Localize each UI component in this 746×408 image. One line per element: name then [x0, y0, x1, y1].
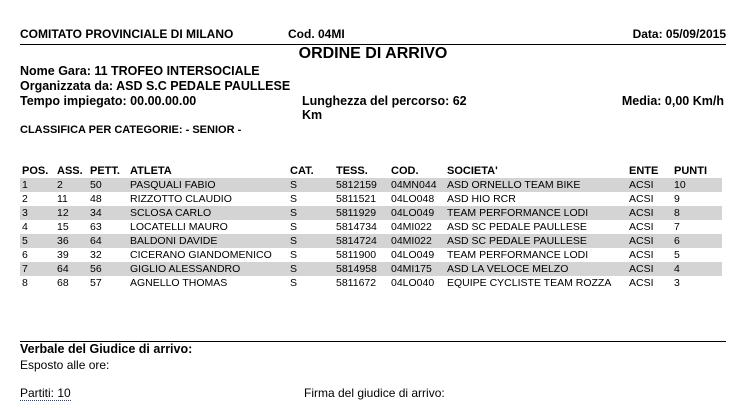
cell-position: 6 [22, 249, 28, 261]
cell-club: ASD ORNELLO TEAM BIKE [445, 178, 627, 192]
cell-bib: 48 [90, 193, 102, 205]
results-header-row [20, 163, 722, 178]
cell-club-code: 04LO040 [391, 277, 435, 289]
cell-club: ASD SC PEDALE PAULLESE [447, 221, 587, 233]
cell-license: 5811672 [336, 277, 377, 289]
cell-points: 9 [674, 193, 680, 205]
table-row [20, 178, 722, 192]
cell-body: ACSI [629, 277, 654, 289]
cell-bib: 63 [90, 221, 102, 233]
cell-athlete: GIGLIO ALESSANDRO [128, 262, 288, 276]
race-organizer: Organizzata da: ASD S.C PEDALE PAULLESE [20, 79, 291, 93]
cell-position: 7 [20, 262, 55, 276]
cell-position: 1 [20, 178, 55, 192]
cell-athlete: LOCATELLI MAURO [130, 221, 228, 233]
document-date: Data: 05/09/2015 [632, 27, 726, 41]
cell-category: S [290, 193, 298, 205]
posted-at-label: Esposto alle ore: [20, 358, 110, 372]
cell-license: 5814734 [336, 221, 377, 233]
cell-points: 4 [672, 262, 722, 276]
race-length-unit: Km [302, 108, 323, 122]
cell-club-code: 04LO048 [391, 193, 435, 205]
cell-athlete: SCLOSA CARLO [128, 206, 288, 220]
cell-license: 5812159 [334, 178, 389, 192]
cell-license: 5811900 [336, 249, 377, 261]
race-length: Lunghezza del percorso: 62 [302, 94, 467, 108]
cell-assoluto: 36 [55, 234, 88, 248]
cell-category: S [290, 277, 298, 289]
cell-bib: 32 [90, 249, 102, 261]
cell-body: ACSI [629, 221, 654, 233]
column-header: ENTE [629, 164, 659, 177]
cell-license: 5811521 [336, 193, 377, 205]
cell-assoluto: 12 [55, 206, 88, 220]
cell-position: 2 [22, 193, 28, 205]
table-row [20, 234, 722, 248]
cell-points: 3 [674, 277, 680, 289]
cell-athlete: CICERANO GIANDOMENICO [130, 249, 272, 261]
cell-category: S [288, 234, 334, 248]
cell-club: EQUIPE CYCLISTE TEAM ROZZA [447, 277, 612, 289]
cell-assoluto: 39 [57, 249, 69, 261]
cell-club-code: 04MI022 [391, 221, 432, 233]
column-header: SOCIETA' [447, 164, 498, 177]
cell-position: 3 [20, 206, 55, 220]
cell-club-code: 04MI175 [389, 262, 445, 276]
cell-athlete: AGNELLO THOMAS [130, 277, 228, 289]
cell-club: ASD LA VELOCE MELZO [445, 262, 627, 276]
cell-position: 4 [22, 221, 28, 233]
cell-body: ACSI [629, 249, 654, 261]
cell-bib: 56 [88, 262, 128, 276]
column-header: PETT. [90, 164, 120, 177]
judge-report-label: Verbale del Giudice di arrivo: [20, 342, 193, 356]
cell-points: 8 [672, 206, 722, 220]
cell-points: 5 [674, 249, 680, 261]
cell-assoluto: 15 [57, 221, 69, 233]
cell-position: 5 [20, 234, 55, 248]
cell-athlete: RIZZOTTO CLAUDIO [130, 193, 232, 205]
column-header: TESS. [336, 164, 368, 177]
ranking-category: CLASSIFICA PER CATEGORIE: - SENIOR - [20, 124, 242, 136]
column-header: ASS. [57, 164, 83, 177]
table-row [20, 276, 722, 290]
judge-signature-label: Firma del giudice di arrivo: [304, 386, 445, 400]
race-time: Tempo impiegato: 00.00.00.00 [20, 94, 197, 108]
table-row [20, 206, 722, 220]
cell-club-code: 04LO049 [389, 206, 445, 220]
cell-assoluto: 68 [57, 277, 69, 289]
cell-club: TEAM PERFORMANCE LODI [445, 206, 627, 220]
cell-assoluto: 2 [55, 178, 88, 192]
document-header [20, 27, 726, 43]
cell-bib: 57 [90, 277, 102, 289]
column-header: CAT. [290, 164, 314, 177]
column-header: COD. [391, 164, 419, 177]
cell-athlete: BALDONI DAVIDE [128, 234, 288, 248]
page-title: ORDINE DI ARRIVO [298, 45, 448, 62]
cell-club: ASD SC PEDALE PAULLESE [445, 234, 627, 248]
cell-assoluto: 64 [55, 262, 88, 276]
committee-name: COMITATO PROVINCIALE DI MILANO [20, 27, 234, 41]
results-body [20, 178, 722, 290]
cell-club: ASD HIO RCR [447, 193, 516, 205]
cell-category: S [288, 206, 334, 220]
cell-license: 5814958 [334, 262, 389, 276]
cell-body: ACSI [627, 206, 672, 220]
cell-category: S [290, 221, 298, 233]
column-header: ATLETA [130, 164, 172, 177]
cell-bib: 64 [88, 234, 128, 248]
cell-body: ACSI [627, 234, 672, 248]
table-row [20, 248, 722, 262]
table-row [20, 220, 722, 234]
cell-athlete: PASQUALI FABIO [128, 178, 288, 192]
cell-category: S [290, 249, 298, 261]
cell-points: 7 [674, 221, 680, 233]
cell-body: ACSI [627, 262, 672, 276]
cell-club: TEAM PERFORMANCE LODI [447, 249, 589, 261]
results-table [20, 163, 722, 290]
cell-bib: 34 [88, 206, 128, 220]
table-row [20, 262, 722, 276]
table-row [20, 192, 722, 206]
race-average-speed: Media: 0,00 Km/h [621, 94, 724, 108]
column-header: PUNTI [674, 164, 707, 177]
cell-body: ACSI [629, 193, 654, 205]
committee-code: Cod. 04MI [288, 27, 345, 41]
cell-club-code: 04MN044 [389, 178, 445, 192]
cell-bib: 50 [88, 178, 128, 192]
cell-points: 6 [672, 234, 722, 248]
cell-position: 8 [22, 277, 28, 289]
cell-category: S [288, 178, 334, 192]
cell-body: ACSI [627, 178, 672, 192]
starters-count: Partiti: 10 [20, 386, 71, 400]
cell-category: S [288, 262, 334, 276]
column-header: POS. [22, 164, 49, 177]
race-name: Nome Gara: 11 TROFEO INTERSOCIALE [20, 64, 260, 78]
cell-club-code: 04MI022 [389, 234, 445, 248]
cell-points: 10 [672, 178, 722, 192]
cell-assoluto: 11 [57, 193, 68, 205]
cell-club-code: 04LO049 [391, 249, 435, 261]
cell-license: 5811929 [334, 206, 389, 220]
cell-license: 5814724 [334, 234, 389, 248]
